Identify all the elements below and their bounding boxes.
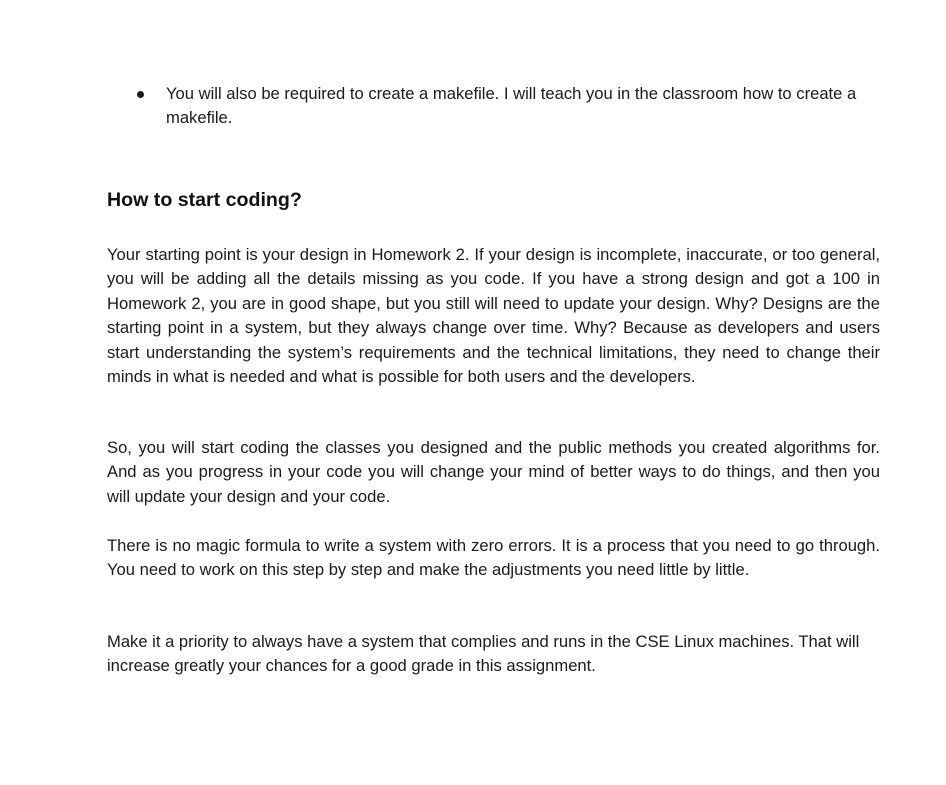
bullet-list bbox=[137, 82, 882, 130]
paragraph-priority: Make it a priority to always have a system that complies and runs in the CSE Linux machines. That will increase greatly your chances for a good grade in this assignment. bbox=[107, 632, 860, 676]
bullet-text: You will also be required to create a makefile. I will teach you in the classroom how to create a makefile. bbox=[166, 84, 857, 127]
paragraph-start-coding: So, you will start coding the classes you designed and the public methods you created algorithms for. And as you progress in your code you will change your mind of better ways to do things, and then you will update your design and your code. bbox=[107, 438, 880, 506]
section-heading: How to start coding? bbox=[107, 189, 302, 211]
bullet-item bbox=[137, 82, 882, 130]
bullet-dot-icon bbox=[137, 91, 144, 98]
paragraph-starting-point: Your starting point is your design in Homework 2. If your design is incomplete, inaccurate, or too general, you will be adding all the details missing as you code. If you have a strong design and got a 100 in Homework 2, you are in good shape, but you still will need to update your design. Why? Designs are the starting point in a system, but they always change over time. Why? Because as developers and users start understanding the system’s requirements and the technical limitations, they need to change their minds in what is needed and what is possible for both users and the developers. bbox=[107, 245, 880, 387]
paragraph-no-magic-formula: There is no magic formula to write a system with zero errors. It is a process that you need to go through. You need to work on this step by step and make the adjustments you need little by little. bbox=[107, 536, 880, 580]
